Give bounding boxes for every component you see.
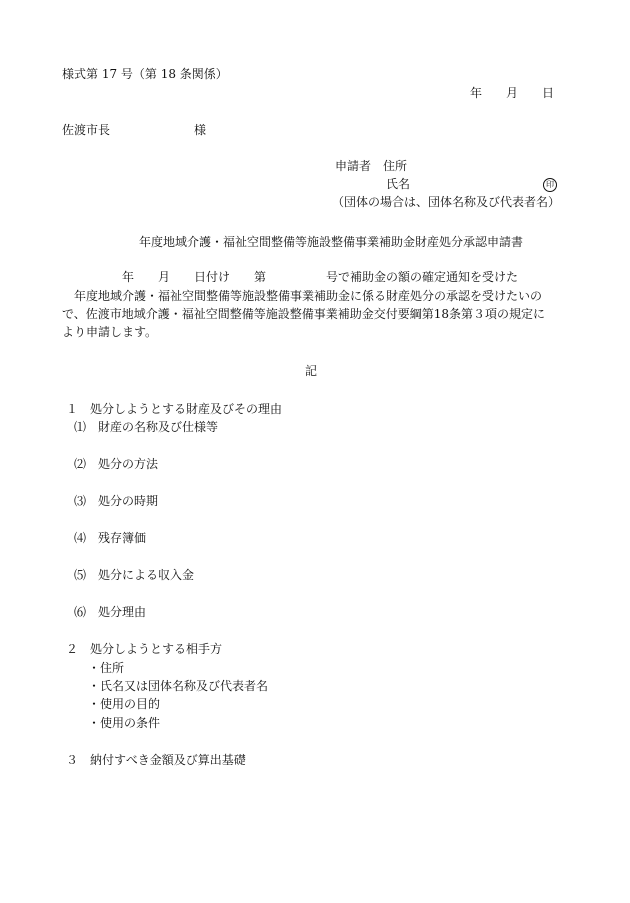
body-line-3: で、佐渡市地域介護・福祉空間整備等施設整備事業補助金交付要綱第18条第３項の規定に bbox=[62, 307, 546, 321]
body-line-4: より申請します。 bbox=[62, 325, 158, 339]
seal-mark bbox=[543, 177, 557, 192]
section-2-item-1: ・住所 bbox=[88, 661, 125, 675]
applicant-name-label: 氏名 bbox=[386, 177, 411, 191]
section-3-heading: ３ 納付すべき金額及び算出基礎 bbox=[66, 753, 246, 767]
section-1-item-4: ⑷ 残存簿価 bbox=[74, 531, 147, 545]
section-2-heading: ２ 処分しようとする相手方 bbox=[66, 642, 223, 656]
section-1-heading: １ 処分しようとする財産及びその理由 bbox=[66, 402, 283, 416]
form-number: 様式第 17 号（第 18 条関係） bbox=[62, 67, 228, 81]
section-2-item-3: ・使用の目的 bbox=[88, 697, 161, 711]
section-1-item-2: ⑵ 処分の方法 bbox=[74, 457, 159, 471]
section-2-item-2: ・氏名又は団体名称及び代表者名 bbox=[88, 679, 269, 693]
section-1-item-1: ⑴ 財産の名称及び仕様等 bbox=[74, 420, 219, 434]
section-1-item-3: ⑶ 処分の時期 bbox=[74, 494, 159, 508]
section-1-item-6: ⑹ 処分理由 bbox=[74, 605, 147, 619]
body-line-2: 年度地域介護・福祉空間整備等施設整備事業補助金に係る財産処分の承認を受けたいの bbox=[62, 289, 543, 303]
date-line: 年 月 日 bbox=[470, 86, 555, 100]
body-line-1: 年 月 日付け 第 号で補助金の額の確定通知を受けた bbox=[62, 270, 519, 284]
ki-mark: 記 bbox=[305, 364, 318, 378]
seal-icon: 印 bbox=[543, 178, 557, 192]
section-2-item-4: ・使用の条件 bbox=[88, 716, 161, 730]
section-1-item-5: ⑸ 処分による収入金 bbox=[74, 568, 195, 582]
addressee: 佐渡市長 様 bbox=[62, 123, 207, 137]
document-title: 年度地域介護・福祉空間整備等施設整備事業補助金財産処分承認申請書 bbox=[139, 235, 524, 249]
applicant-note: （団体の場合は、団体名称及び代表者名） bbox=[332, 195, 561, 209]
applicant-address-label: 申請者 住所 bbox=[335, 159, 408, 173]
